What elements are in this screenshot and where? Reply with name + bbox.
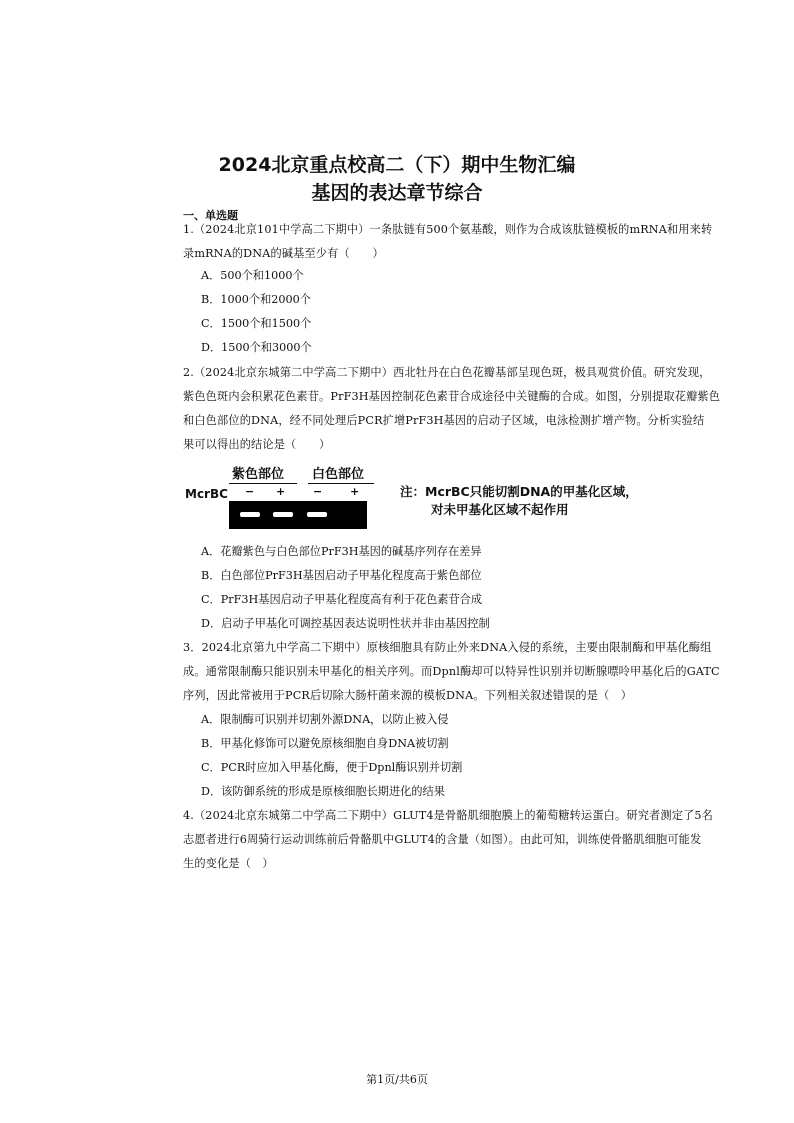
purple-region-label: 紫色部位 [232, 467, 285, 482]
q1-option-b: B．1000个和2000个 [201, 293, 311, 306]
question-2-line: 紫色色斑内会积累花色素苷。PrF3H基因控制花色素苷合成途径中关键酶的合成。如图，分别提取花瓣紫色 [183, 390, 721, 403]
question-3 [183, 636, 758, 708]
lane-4-sign: + [350, 485, 360, 498]
gel-band-lane-3 [307, 512, 327, 517]
q3-option-c: C．PCR时应加入甲基化酶，便于Dpnl酶识别并切割 [201, 761, 463, 774]
q2-option-a: A．花瓣紫色与白色部位PrF3H基因的碱基序列存在差异 [201, 545, 482, 558]
question-1-line: 1.（2024北京101中学高二下期中）一条肽链有500个氨基酸，则作为合成该肽链模板的mRNA和用来转 [183, 223, 713, 236]
document-title: 2024北京重点校高二（下）期中生物汇编 [218, 154, 576, 176]
question-3-line: 3．2024北京第九中学高二下期中）原核细胞具有防止外来DNA入侵的系统，主要由限制酶和甲基化酶组 [183, 641, 712, 654]
q2-option-c: C．PrF3H基因启动子甲基化程度高有利于花色素苷合成 [201, 593, 483, 606]
question-3-line: 成。通常限制酶只能识别未甲基化的相关序列。而Dpnl酶却可以特异性识别并切断腺嘌呤甲基化后的GATC [183, 665, 720, 678]
q2-option-b: B．白色部位PrF3H基因启动子甲基化程度高于紫色部位 [201, 569, 482, 582]
question-4-line: 志愿者进行6周骑行运动训练前后骨骼肌中GLUT4的含量（如图）。由此可知，训练使骨骼肌细胞可能发 [183, 833, 702, 846]
question-4-line: 4.（2024北京东城第二中学高二下期中）GLUT4是骨骼肌细胞膜上的葡萄糖转运蛋白。研究者测定了5名 [183, 809, 713, 822]
figure-note-line1: 注：McrBC只能切割DNA的甲基化区域， [400, 484, 638, 499]
q2-option-d: D．启动子甲基化可调控基因表达说明性状并非由基因控制 [201, 617, 490, 630]
question-4-line: 生的变化是（ ） [183, 857, 274, 870]
lane-1-sign: − [245, 485, 255, 498]
lane-2-sign: + [276, 485, 286, 498]
q3-option-d: D．该防御系统的形成是原核细胞长期进化的结果 [201, 785, 445, 798]
document-subtitle: 基因的表达章节综合 [311, 182, 483, 204]
white-region-underline [308, 483, 374, 484]
section-heading: 一、单选题 [183, 209, 238, 222]
q1-option-a: A．500个和1000个 [201, 269, 304, 282]
question-2-line: 和白色部位的DNA，经不同处理后PCR扩增PrF3H基因的启动子区域，电泳检测扩增产物。分析实验结 [183, 414, 705, 427]
question-2-line: 果可以得出的结论是（ ） [183, 438, 331, 451]
figure-note-line2: 对未甲基化区域不起作用 [431, 502, 569, 517]
q3-option-a: A．限制酶可识别并切割外源DNA，以防止被入侵 [201, 713, 449, 726]
question-4 [183, 804, 758, 876]
gel-band-lane-1 [240, 512, 260, 517]
white-region-label: 白色部位 [312, 467, 365, 482]
gel-electrophoresis-figure [185, 463, 685, 533]
question-3-line: 序列，因此常被用于PCR后切除大肠杆菌来源的模板DNA。下列相关叙述错误的是（ ） [183, 689, 633, 702]
question-1-line: 录mRNA的DNA的碱基至少有（ ） [183, 247, 384, 260]
question-1 [183, 218, 758, 266]
lane-3-sign: − [313, 485, 323, 498]
q1-option-c: C．1500个和1500个 [201, 317, 312, 330]
gel-band-lane-2 [273, 512, 293, 517]
mcrbc-row-label: McrBC [185, 487, 228, 501]
q3-option-b: B．甲基化修饰可以避免原核细胞自身DNA被切割 [201, 737, 449, 750]
purple-region-underline [229, 483, 297, 484]
question-2 [183, 361, 758, 457]
question-2-line: 2.（2024北京东城第二中学高二下期中）西北牡丹在白色花瓣基部呈现色斑，极具观赏价值。研究发现， [183, 366, 711, 379]
page-number: 第1页/共6页 [366, 1073, 428, 1086]
gel-image [229, 501, 367, 529]
q1-option-d: D．1500个和3000个 [201, 341, 312, 354]
